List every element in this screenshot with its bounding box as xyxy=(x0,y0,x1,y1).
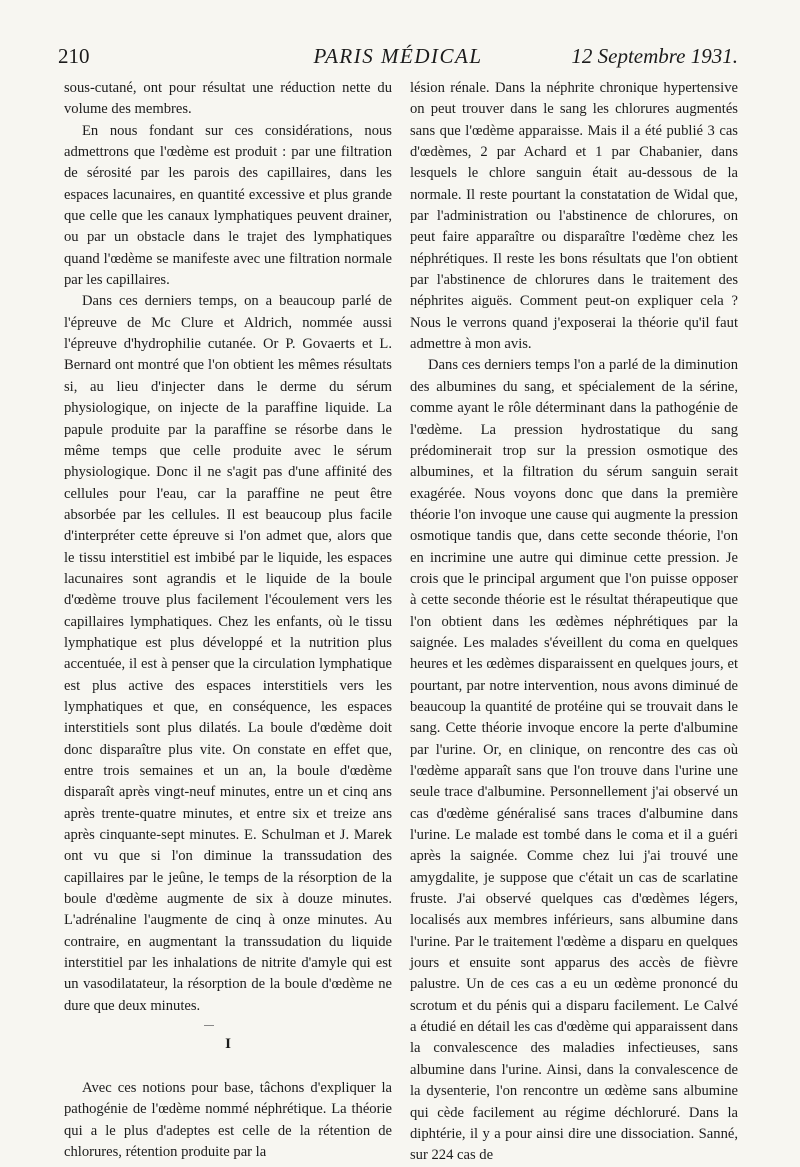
journal-title: PARIS MÉDICAL xyxy=(313,44,483,68)
section-heading: I xyxy=(64,1034,392,1054)
right-column xyxy=(410,78,738,1167)
paragraph: En nous fondant sur ces considérations, nous admettrons que l'œdème est produit : par une filtration de sérosité par les parois des capillaires, dans les espaces lacunaires, en quantité excessive et plus grande que celle que les canaux lymphatiques peuvent drainer, ou par un obstacle dans le trajet des lymphatiques quand l'œdème se manifeste avec une filtration normale par les capillaires. xyxy=(64,122,392,289)
issue-date: 12 Septembre 1931. xyxy=(571,44,738,68)
running-header xyxy=(58,44,738,74)
paragraph: Dans ces derniers temps, on a beaucoup parlé de l'épreuve de Mc Clure et Aldrich, nommée aussi l'épreuve d'hydrophilie cutanée. Or P. Govaerts et L. Bernard ont montré que l'on obtient les mêmes résultats si, au lieu d'injecter dans le derme du sérum physiologique, on injecte de la paraffine liquide. La papule produite par la paraffine se résorbe dans le même temps que celle produite avec le sérum physiologique. Donc il ne s'agit pas d'une affinité des cellules pour l'eau, car la paraffine ne peut être absorbée par les cellules. Il est beaucoup plus facile d'interpréter cette épreuve si l'on admet que, alors que le tissu interstitiel est imbibé par le liquide, les espaces lacunaires sont agrandis et le liquide de la boule d'œdème trouve plus facilement l'écoulement vers les capillaires lymphatiques. Chez les enfants, où le tissu lymphatique est plus développé et la nutrition plus accentuée, il est à penser que la circulation lymphatique est plus active des espaces interstitiels vers les lymphatiques et que, en conséquence, les espaces interstitiels sont plus dilatés. La boule d'œdème doit donc disparaître plus vite. On constate en effet que, entre trois semaines et un an, la boule d'œdème disparaît après vingt-neuf minutes, entre un et cinq ans après trente-quatre minutes, et entre six et treize ans après cinquante-sept minutes. E. Schulman et J. Marek ont vu que si l'on diminue la transsudation des capillaires par le jeûne, le temps de la résorption de la boule d'œdème augmente de six à douze minutes. L'adrénaline l'augmente de cinq à onze minutes. Au contraire, en augmentant la transsudation du liquide interstitiel par les inhalations de nitrite d'amyle qui est un vasodilatateur, la résorption de la boule d'œdème ne dure que deux minutes. xyxy=(64,293,392,1014)
paragraph: Dans ces derniers temps l'on a parlé de la diminution des albumines du sang, et spécialement de la sérine, comme ayant le rôle déterminant dans la pathogénie de l'œdème. La pression hydrostatique du sang prédominerait trop sur la pression osmotique des albumines, et la filtration du sérum sanguin serait exagérée. Nous voyons donc que dans la première théorie l'on invoque une cause qui augmente la pression osmotique tandis que, dans cette seconde théorie, l'on en incrimine une autre qui diminue cette pression. Je crois que le principal argument que l'on puisse opposer à cette seconde théorie est le résultat thérapeutique que l'on obtient dans les œdèmes néphrétiques par la saignée. Les malades s'éveillent du coma en quelques heures et les œdèmes disparaissent en quelques jours, et pourtant, par notre intervention, nous avons diminué de beaucoup la quantité de protéine qui se trouvait dans le sang. Cette théorie invoque encore la perte d'albumine par l'urine. Or, en clinique, on rencontre des cas où l'œdème apparaît sans que l'on trouve dans l'urine une seule trace d'albumine. Personnellement j'ai observé un cas d'œdème généralisé sans traces d'albumine dans l'urine. Le malade est tombé dans le coma et il a guéri après la saignée. Comme chez lui j'ai trouvé une amygdalite, je suppose que c'était un cas de scarlatine fruste. J'ai observé quelques cas d'œdèmes légers, localisés aux membres inférieurs, sans albumine dans l'urine. Par le traitement l'œdème a disparu en quelques jours et ensuite sont apparus des accès de fièvre palustre. Un de ces cas a eu un œdème prononcé du scrotum et du pénis qui a disparu facilement. Le Calvé a étudié en détail les cas d'œdème qui apparaissent dans la convalescence des maladies infectieuses, sans albumine dans l'urine. Ainsi, dans la convalescence de la dysenterie, l'on rencontre un œdème sans albumine qui cède facilement au régime déchloruré. Dans la diphtérie, il y a pour ainsi dire une dissociation. Sanné, sur 224 cas de xyxy=(410,357,738,1164)
left-column xyxy=(64,78,392,1164)
paragraph-continued: lésion rénale. Dans la néphrite chronique hypertensive on peut trouver dans le sang les chlorures augmentés sans que l'œdème apparaisse. Mais il a été publié 3 cas d'œdèmes, 2 par Achard et 1 par Chabanier, dans lesquels le chlore sanguin était au-dessous de la normale. Il reste pourtant la constatation de Widal que, par l'administration ou l'abstinence de chlorures, on peut faire apparaître ou disparaître l'œdème chez les néphrétiques. Il reste les bons résultats que l'on obtient par l'abstinence de chlorures dans le traitement des néphrites aiguës. Comment peut-on expliquer cela ? Nous le verrons quand j'exposerai la théorie qu'il faut admettre à mon avis. xyxy=(410,80,738,353)
paragraph-continued: sous-cutané, ont pour résultat une réduction nette du volume des membres. xyxy=(64,80,392,118)
page-number: 210 xyxy=(58,44,90,68)
paragraph: Avec ces notions pour base, tâchons d'expliquer la pathogénie de l'œdème nommé néphrétique. La théorie qui a le plus d'adeptes est celle de la rétention de chlorures, rétention produite par la xyxy=(64,1080,392,1161)
